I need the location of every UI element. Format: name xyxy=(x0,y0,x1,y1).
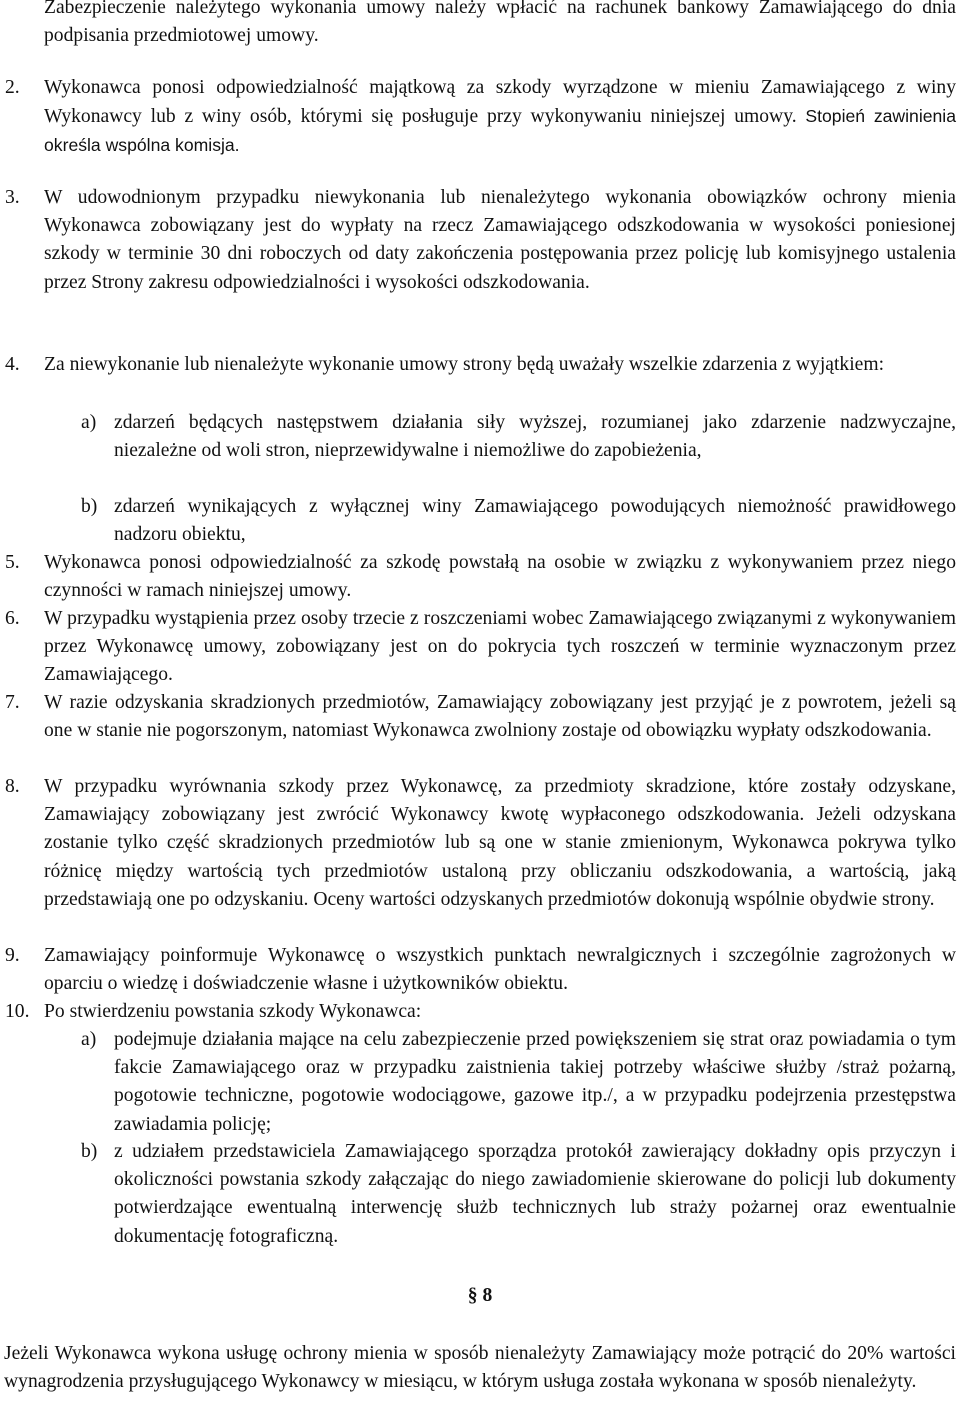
item-text: W przypadku wystąpienia przez osoby trzecie z roszczeniami wobec Zamawiającego związanymi z wykonywaniem przez Wykonawcę umowy, zobowiązany jest on do pokrycia tych roszczeń w terminie wyznaczonym przez Zamawiającego. xyxy=(44,608,956,686)
item-number: 2. xyxy=(5,77,20,98)
item-text xyxy=(44,74,956,161)
item-number: 5. xyxy=(5,552,20,573)
sub-text: podejmuje działania mające na celu zabezpieczenie przed powiększeniem się strat oraz powiadamia o tym fakcie Zamawiającego oraz w przypadku zaistnienia takiej potrzeby właściwe służby /straż pożarną, pogotowie techniczne, pogotowie wodociągowe, gazowe itp./, a w przypadku podejrzenia przestępstwa zawiadamia policję; xyxy=(114,1029,956,1135)
item-text: Po stwierdzeniu powstania szkody Wykonawca: xyxy=(44,1001,422,1022)
section-symbol: § xyxy=(467,1285,478,1306)
section-heading xyxy=(0,1282,960,1310)
item-number: 10. xyxy=(5,1001,30,1022)
item-text: W przypadku wyrównania szkody przez Wykonawcę, za przedmioty skradzione, które zostały odzyskane, Zamawiający zobowiązany jest zwrócić Wykonawcy kwotę wypłaconego odszkodowania. Jeżeli odzyskana zostanie tylko część skradzionych przedmiotów lub są one w stanie zmienionym, Wykonawca pokrywa tylko różnicę między wartością tych przedmiotów ustaloną przy obliczaniu odszkodowania, a wartością, jaką przedstawiają one po odzyskaniu. Oceny wartości odzyskanych przedmiotów dokonują wspólnie obydwie strony. xyxy=(44,776,956,910)
item-number: 3. xyxy=(5,187,20,208)
item-number: 4. xyxy=(5,354,20,375)
sub-label: a) xyxy=(81,412,97,433)
section-number: 8 xyxy=(482,1285,493,1306)
sub-text: zdarzeń będących następstwem działania siły wyższej, rozumianej jako zdarzenie nadzwyczajne, niezależne od woli stron, nieprzewidywalne i niemożliwe do zapobieżenia, xyxy=(114,412,956,462)
item-number: 8. xyxy=(5,776,20,797)
sub-label: b) xyxy=(81,1141,98,1162)
item-text: Za niewykonanie lub nienależyte wykonanie umowy strony będą uważały wszelkie zdarzenia z wyjątkiem: xyxy=(44,354,885,375)
item-text-sans: Stopień zawinienia określa wspólna komisja. xyxy=(44,106,956,156)
item-text: W udowodnionym przypadku niewykonania lub nienależytego wykonania obowiązków ochrony mienia Wykonawca zobowiązany jest do wypłaty na rzecz Zamawiającego odszkodowania w wysokości poniesionej szkody w terminie 30 dni roboczych od daty zakończenia postępowania przez policję lub komisyjnego ustalenia przez Strony zakresu odpowiedzialności i wysokości odszkodowania. xyxy=(44,187,956,293)
sub-text: z udziałem przedstawiciela Zamawiającego sporządza protokół zawierający dokładny opis przyczyn i okoliczności powstania szkody załączając do niego zawiadomienie skierowane do policji lub dokumenty potwierdzające ewentualną interwencję służb technicznych lub straży pożarnej oraz ewentualnie dokumentację fotograficzną. xyxy=(114,1141,956,1247)
intro-paragraph: Zabezpieczenie należytego wykonania umowy należy wpłacić na rachunek bankowy Zamawiającego do dnia podpisania przedmiotowej umowy. xyxy=(44,0,956,47)
item-number: 6. xyxy=(5,608,20,629)
sub-label: b) xyxy=(81,496,98,517)
item-text: Wykonawca ponosi odpowiedzialność za szkodę powstałą na osobie w związku z wykonywaniem przez niego czynności w ramach niniejszej umowy. xyxy=(44,552,956,602)
item-text-serif: Wykonawca ponosi odpowiedzialność majątkową za szkody wyrządzone w mieniu Zamawiającego z winy Wykonawcy lub z winy osób, którymi się posługuje przy wykonywaniu niniejszej umowy. xyxy=(44,77,956,128)
item-text: Zamawiający poinformuje Wykonawcę o wszystkich punktach newralgicznych i szczególnie zagrożonych w oparciu o wiedzę i doświadczenie własne i użytkowników obiektu. xyxy=(44,945,956,995)
final-paragraph: Jeżeli Wykonawca wykona usługę ochrony mienia w sposób nienależyty Zamawiający może potrącić do 20% wartości wynagrodzenia przysługującego Wykonawcy w miesiącu, w którym usługa została wykonana w sposób nienależyty. xyxy=(4,1343,956,1393)
item-number: 9. xyxy=(5,945,20,966)
sub-text: zdarzeń wynikających z wyłącznej winy Zamawiającego powodujących niemożność prawidłowego nadzoru obiektu, xyxy=(114,496,956,546)
sub-label: a) xyxy=(81,1029,97,1050)
item-number: 7. xyxy=(5,692,20,713)
item-text: W razie odzyskania skradzionych przedmiotów, Zamawiający zobowiązany jest przyjąć je z powrotem, jeżeli są one w stanie nie pogorszonym, natomiast Wykonawca zwolniony zostaje od obowiązku wypłaty odszkodowania. xyxy=(44,692,956,742)
